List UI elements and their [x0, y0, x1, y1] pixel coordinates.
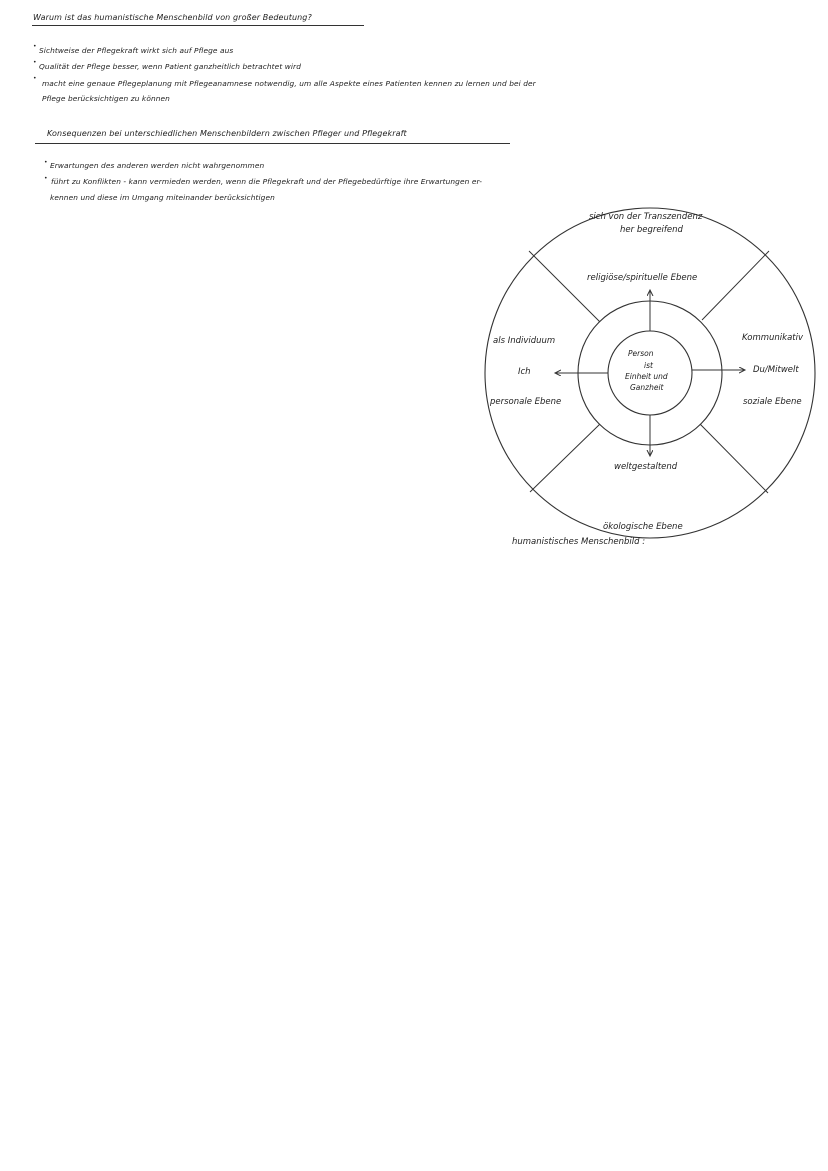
bullet-dot: •	[33, 75, 37, 82]
divider-line	[529, 251, 600, 322]
list-item: kennen und diese im Umgang miteinander berücksichtigen	[50, 193, 275, 202]
list-item: führt zu Konflikten - kann vermieden werden, wenn die Pflegekraft und der Pflegebedürftige ihre Erwartungen er-	[51, 177, 482, 186]
center-person: Person	[628, 349, 654, 358]
bullet-dot: •	[33, 59, 37, 66]
label-religious-level: religiöse/spirituelle Ebene	[587, 273, 698, 283]
bullet-dot: •	[44, 175, 48, 182]
center-unity: Einheit und	[625, 372, 668, 381]
list-item: Sichtweise der Pflegekraft wirkt sich auf Pflege aus	[39, 46, 234, 55]
bullet-dot: •	[44, 159, 48, 166]
bullet-dot: •	[33, 43, 37, 50]
list-item: Erwartungen des anderen werden nicht wahrgenommen	[50, 161, 265, 170]
label-transcendence: her begreifend	[620, 225, 683, 235]
label-communicative: Kommunikativ	[742, 333, 804, 343]
diagram-caption: humanistisches Menschenbild :	[512, 537, 646, 547]
divider-line	[702, 251, 769, 320]
list-item: macht eine genaue Pflegeplanung mit Pflegeanamnese notwendig, um alle Aspekte eines Patienten kennen zu lernen und bei der	[42, 79, 536, 88]
label-ecological-level: ökologische Ebene	[603, 522, 683, 532]
label-individual: als Individuum	[493, 336, 556, 346]
label-personal-level: personale Ebene	[490, 397, 562, 407]
list-item: Qualität der Pflege besser, wenn Patient ganzheitlich betrachtet wird	[39, 62, 301, 71]
heading-importance: Warum ist das humanistische Menschenbild von großer Bedeutung?	[33, 13, 312, 22]
heading-consequences: Konsequenzen bei unterschiedlichen Menschenbildern zwischen Pfleger und Pflegekraft	[47, 129, 407, 138]
label-world-shaping: weltgestaltend	[614, 462, 678, 472]
divider-line	[700, 424, 768, 493]
list-item: Pflege berücksichtigen zu können	[42, 94, 170, 103]
label-you-world: Du/Mitwelt	[753, 365, 799, 375]
center-wholeness: Ganzheit	[630, 383, 664, 392]
center-is: ist	[644, 361, 653, 370]
label-social-level: soziale Ebene	[743, 397, 802, 407]
divider-line	[530, 424, 600, 492]
label-transcendence: sich von der Transzendenz	[589, 212, 703, 222]
label-self: Ich	[518, 367, 531, 377]
